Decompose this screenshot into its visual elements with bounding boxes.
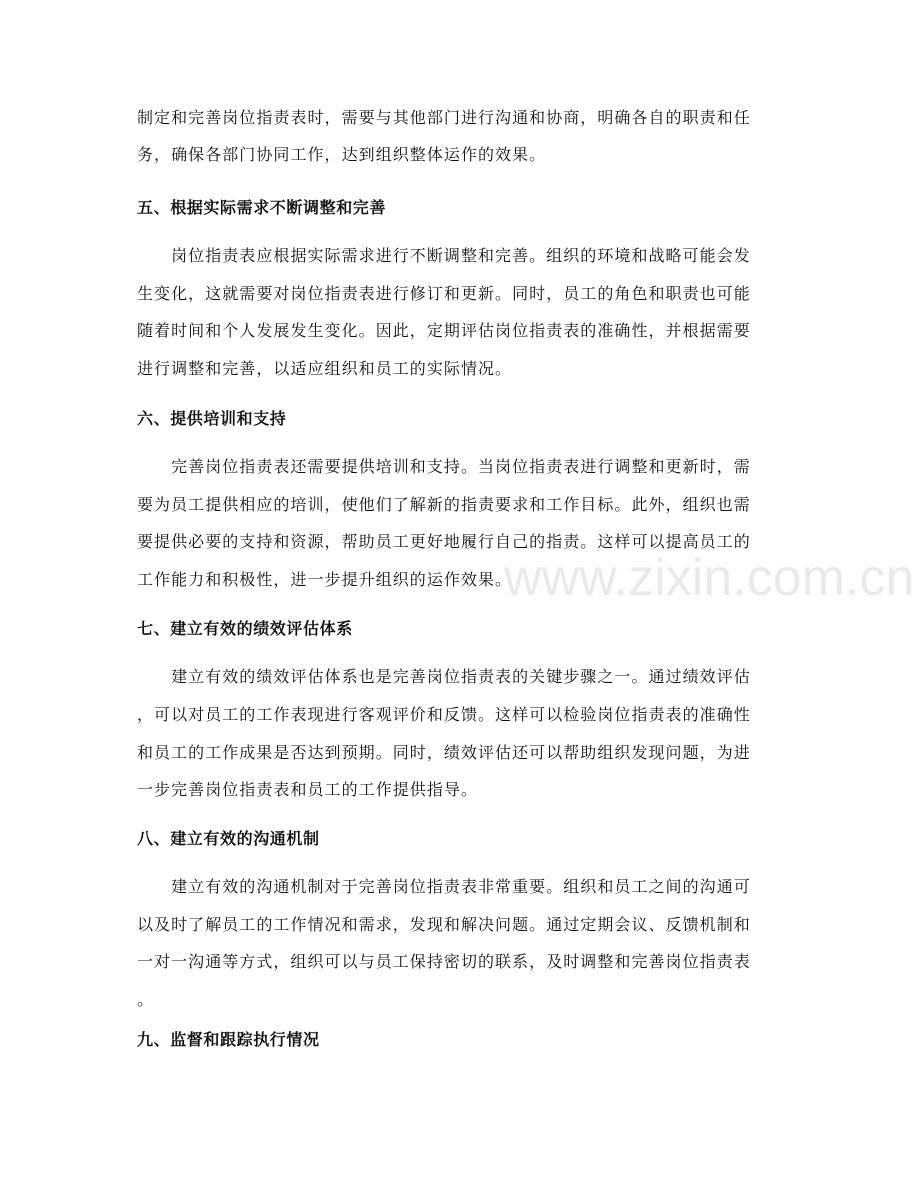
paragraph-line: 建立有效的沟通机制对于完善岗位指责表非常重要。组织和员工之间的沟通可 [137, 877, 751, 896]
paragraph-line: 工作能力和积极性，进一步提升组织的运作效果。 [137, 570, 513, 589]
paragraph-line: 。 [137, 990, 155, 1009]
paragraph-line: 务，确保各部门协同工作，达到组织整体运作的效果。 [137, 145, 547, 164]
paragraph-line: 和员工的工作成果是否达到预期。同时，绩效评估还可以帮助组织发现问题，为进 [137, 743, 751, 762]
paragraph-line: 完善岗位指责表还需要提供培训和支持。当岗位指责表进行调整和更新时，需 [137, 457, 751, 476]
paragraph-line: 要提供必要的支持和资源，帮助员工更好地履行自己的指责。这样可以提高员工的 [137, 532, 751, 551]
paragraph-line: 一步完善岗位指责表和员工的工作提供指导。 [137, 780, 479, 799]
paragraph-line: 制定和完善岗位指责表时，需要与其他部门进行沟通和协商，明确各自的职责和任 [137, 108, 751, 127]
paragraph-line: 一对一沟通等方式，组织可以与员工保持密切的联系，及时调整和完善岗位指责表 [137, 952, 751, 971]
paragraph-line: ，可以对员工的工作表现进行客观评价和反馈。这样可以检验岗位指责表的准确性 [137, 705, 751, 724]
paragraph-line: 进行调整和完善，以适应组织和员工的实际情况。 [137, 359, 513, 378]
section-heading: 六、提供培训和支持 [137, 409, 287, 428]
paragraph-line: 要为员工提供相应的培训，使他们了解新的指责要求和工作目标。此外，组织也需 [137, 495, 751, 514]
section-heading: 七、建立有效的绩效评估体系 [137, 619, 353, 638]
section-heading: 八、建立有效的沟通机制 [137, 829, 320, 848]
paragraph-line: 随着时间和个人发展发生变化。因此，定期评估岗位指责表的准确性，并根据需要 [137, 321, 751, 340]
paragraph-line: 岗位指责表应根据实际需求进行不断调整和完善。组织的环境和战略可能会发 [137, 246, 751, 265]
paragraph-line: 生变化，这就需要对岗位指责表进行修订和更新。同时，员工的角色和职责也可能 [137, 284, 751, 303]
section-heading: 五、根据实际需求不断调整和完善 [137, 198, 387, 217]
watermark: www.zixin.com.cn [504, 549, 915, 607]
section-heading: 九、监督和跟踪执行情况 [137, 1030, 320, 1049]
paragraph-line: 建立有效的绩效评估体系也是完善岗位指责表的关键步骤之一。通过绩效评估 [137, 667, 751, 686]
paragraph-line: 以及时了解员工的工作情况和需求，发现和解决问题。通过定期会议、反馈机制和 [137, 915, 751, 934]
